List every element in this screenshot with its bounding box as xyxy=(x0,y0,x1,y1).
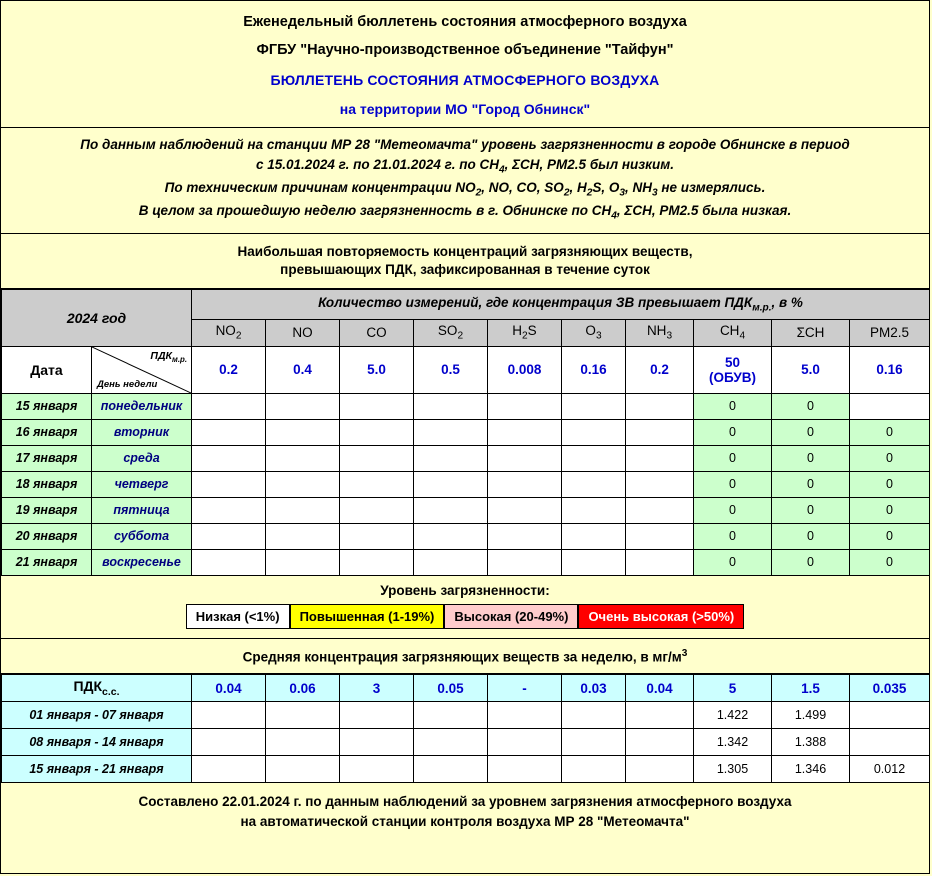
cell: 0 xyxy=(772,393,850,419)
table-row xyxy=(2,702,930,729)
cell xyxy=(414,549,488,575)
section1-title xyxy=(1,234,929,289)
cell: 1.388 xyxy=(772,729,850,756)
cell: 0 xyxy=(850,523,930,549)
pdk-value: 5.0 xyxy=(340,346,414,393)
cell: 0 xyxy=(850,549,930,575)
pdk-value: 0.2 xyxy=(192,346,266,393)
cell xyxy=(340,419,414,445)
cell xyxy=(562,419,626,445)
period-label: 01 января - 07 января xyxy=(2,702,192,729)
table-row xyxy=(2,290,930,320)
gas-header-pm25: PM2.5 xyxy=(850,319,930,346)
cell: 0 xyxy=(772,523,850,549)
cell xyxy=(488,523,562,549)
table-row xyxy=(2,471,930,497)
pdk-value: 0.4 xyxy=(266,346,340,393)
cell xyxy=(626,729,694,756)
cell xyxy=(488,419,562,445)
frequency-table xyxy=(1,289,930,576)
gas-header-no: NO xyxy=(266,319,340,346)
cell xyxy=(850,729,930,756)
cell: 0 xyxy=(772,471,850,497)
average-concentration-table xyxy=(1,674,930,783)
pdk-value: 5.0 xyxy=(772,346,850,393)
cell xyxy=(266,471,340,497)
table-row xyxy=(2,729,930,756)
table-row xyxy=(2,756,930,783)
pdk-ss-value: 0.05 xyxy=(414,675,488,702)
cell: 1.342 xyxy=(694,729,772,756)
cell: 0 xyxy=(772,419,850,445)
cell: 0 xyxy=(850,419,930,445)
cell: 0 xyxy=(772,549,850,575)
cell xyxy=(192,729,266,756)
summary-line-1: По данным наблюдений на станции МР 28 "Метеомачта" уровень загрязненности в городе Обнинске в период xyxy=(80,137,850,152)
legend-item-very-high: Очень высокая (>50%) xyxy=(578,604,744,629)
cell xyxy=(488,729,562,756)
cell: 0.012 xyxy=(850,756,930,783)
summary-line-4: В целом за прошедшую неделю загрязненность в г. Обнинске по $CH_4$, ΣCH, PM2.5 была низкая. xyxy=(138,203,792,222)
row-date: 16 января xyxy=(2,419,92,445)
gas-header-no2: $NO_2$ xyxy=(192,319,266,346)
cell: 0 xyxy=(694,471,772,497)
cell xyxy=(562,497,626,523)
cell xyxy=(562,729,626,756)
pdk-value: 0.16 xyxy=(850,346,930,393)
pdk-value: 0.5 xyxy=(414,346,488,393)
cell xyxy=(192,393,266,419)
pdk-ss-value: 5 xyxy=(694,675,772,702)
summary-band xyxy=(1,127,929,234)
cell xyxy=(340,445,414,471)
cell: 1.422 xyxy=(694,702,772,729)
table-row xyxy=(2,675,930,702)
section1-title-line-1: Наибольшая повторяемость концентраций загрязняющих веществ, xyxy=(237,243,693,259)
cell: 1.499 xyxy=(772,702,850,729)
summary-line-2: с 15.01.2024 г. по 21.01.2024 г. по $CH_4$, ΣCH, PM2.5 был низким. xyxy=(256,156,674,176)
pdk-ss-value: 0.035 xyxy=(850,675,930,702)
cell: 0 xyxy=(694,549,772,575)
cell xyxy=(192,497,266,523)
gas-header-sch: ΣCH xyxy=(772,319,850,346)
cell: 1.305 xyxy=(694,756,772,783)
legend-item-low: Низкая (<1%) xyxy=(186,604,290,629)
cell xyxy=(192,756,266,783)
cell xyxy=(562,445,626,471)
cell xyxy=(340,497,414,523)
cell xyxy=(626,497,694,523)
cell xyxy=(414,702,488,729)
cell xyxy=(562,549,626,575)
cell xyxy=(414,393,488,419)
pdk-ss-value: - xyxy=(488,675,562,702)
gas-header-nh3: $NH_3$ xyxy=(626,319,694,346)
cell xyxy=(850,393,930,419)
cell xyxy=(626,523,694,549)
gas-header-o3: $O_3$ xyxy=(562,319,626,346)
cell xyxy=(340,523,414,549)
cell xyxy=(488,497,562,523)
row-day: четверг xyxy=(92,471,192,497)
table-row xyxy=(2,419,930,445)
section2-title: Средняя концентрация загрязняющих веществ за неделю, в $мг/м^3$ xyxy=(1,639,929,675)
cell xyxy=(414,445,488,471)
cell xyxy=(414,471,488,497)
gas-header-ch4: $CH_4$ xyxy=(694,319,772,346)
cell xyxy=(488,445,562,471)
cell: 0 xyxy=(694,419,772,445)
year-label: 2024 год xyxy=(2,290,192,347)
cell xyxy=(562,393,626,419)
pdk-value: 0.16 xyxy=(562,346,626,393)
cell xyxy=(488,702,562,729)
cell xyxy=(626,393,694,419)
cell xyxy=(266,549,340,575)
cell xyxy=(192,419,266,445)
pdk-ss-value: 0.04 xyxy=(626,675,694,702)
row-date: 17 января xyxy=(2,445,92,471)
cell xyxy=(192,702,266,729)
cell xyxy=(414,523,488,549)
cell xyxy=(626,756,694,783)
legend-caption: Уровень загрязненности: xyxy=(380,582,550,598)
cell xyxy=(192,549,266,575)
cell xyxy=(488,756,562,783)
cell: 0 xyxy=(694,497,772,523)
cell xyxy=(562,702,626,729)
row-day: понедельник xyxy=(92,393,192,419)
cell: 0 xyxy=(694,445,772,471)
pdk-ss-value: 3 xyxy=(340,675,414,702)
pdk-ss-value: 1.5 xyxy=(772,675,850,702)
row-day: среда xyxy=(92,445,192,471)
row-date: 15 января xyxy=(2,393,92,419)
cell xyxy=(562,756,626,783)
cell xyxy=(340,729,414,756)
header-line-4: на территории МО "Город Обнинск" xyxy=(339,101,591,117)
gas-header-h2s: $H_2S$ xyxy=(488,319,562,346)
cell xyxy=(488,471,562,497)
row-day: воскресенье xyxy=(92,549,192,575)
cell xyxy=(266,702,340,729)
header-line-1: Еженедельный бюллетень состояния атмосферного воздуха xyxy=(243,14,687,30)
header-line-3: БЮЛЛЕТЕНЬ СОСТОЯНИЯ АТМОСФЕРНОГО ВОЗДУХА xyxy=(270,72,660,88)
footer-line-2: на автоматической станции контроля воздуха МР 28 "Метеомачта" xyxy=(240,813,690,829)
pdk-ss-value: 0.03 xyxy=(562,675,626,702)
cell: 0 xyxy=(694,393,772,419)
row-date: 19 января xyxy=(2,497,92,523)
row-day: суббота xyxy=(92,523,192,549)
row-date: 21 января xyxy=(2,549,92,575)
cell xyxy=(340,549,414,575)
diag-top-label: $ПДК_{м.р.}$ xyxy=(150,349,187,364)
gas-header-co: CO xyxy=(340,319,414,346)
cell xyxy=(266,729,340,756)
pollution-levels-legend xyxy=(1,576,929,639)
pdk-value-ch4: 50 (ОБУВ) xyxy=(694,346,772,393)
table-row xyxy=(2,549,930,575)
pdk-value: 0.2 xyxy=(626,346,694,393)
cell xyxy=(266,445,340,471)
table-row xyxy=(2,445,930,471)
cell xyxy=(192,445,266,471)
cell: 0 xyxy=(850,497,930,523)
gas-header-so2: $SO_2$ xyxy=(414,319,488,346)
table-row xyxy=(2,393,930,419)
cell xyxy=(266,523,340,549)
cell xyxy=(340,393,414,419)
cell xyxy=(414,497,488,523)
pdk-ss-value: 0.04 xyxy=(192,675,266,702)
cell xyxy=(626,445,694,471)
section1-title-line-2: превышающих ПДК, зафиксированная в течение суток xyxy=(280,261,650,277)
row-day: вторник xyxy=(92,419,192,445)
summary-line-3: По техническим причинам концентрации $NO_2$, NO, CO, $SO_2$, $H_2S$, $O_3$, $NH_3$ не измерялись. xyxy=(164,179,766,199)
cell xyxy=(414,729,488,756)
table-row xyxy=(2,346,930,393)
cell: 0 xyxy=(694,523,772,549)
row-day: пятница xyxy=(92,497,192,523)
diag-bottom-label: День недели xyxy=(97,378,158,390)
cell xyxy=(414,756,488,783)
cell xyxy=(626,419,694,445)
legend-item-elevated: Повышенная (1-19%) xyxy=(290,604,445,629)
pdk-value: 0.008 xyxy=(488,346,562,393)
row-date: 20 января xyxy=(2,523,92,549)
pdk-ss-label: $ПДК_{с.с.}$ xyxy=(2,675,192,702)
row-date: 18 января xyxy=(2,471,92,497)
cell: 0 xyxy=(772,445,850,471)
cell xyxy=(266,393,340,419)
cell xyxy=(340,471,414,497)
cell xyxy=(626,702,694,729)
cell xyxy=(488,393,562,419)
document-footer xyxy=(1,783,929,839)
cell: 0 xyxy=(772,497,850,523)
table-row xyxy=(2,497,930,523)
diagonal-header-cell xyxy=(92,346,192,393)
table-row xyxy=(2,523,930,549)
period-label: 15 января - 21 января xyxy=(2,756,192,783)
legend-items xyxy=(1,604,929,629)
cell xyxy=(626,471,694,497)
cell xyxy=(266,756,340,783)
cell xyxy=(850,702,930,729)
cell: 1.346 xyxy=(772,756,850,783)
pdk-ss-value: 0.06 xyxy=(266,675,340,702)
footer-line-1: Составлено 22.01.2024 г. по данным наблюдений за уровнем загрязнения атмосферного воздуха xyxy=(138,794,792,810)
cell: 0 xyxy=(850,471,930,497)
cell xyxy=(192,471,266,497)
measure-header: Количество измерений, где концентрация ЗВ превышает $ПДК_{м.р.}$, в % xyxy=(192,290,930,320)
document-header xyxy=(1,1,929,127)
cell xyxy=(266,497,340,523)
header-line-2: ФГБУ "Научно-производственное объединение "Тайфун" xyxy=(256,42,674,58)
cell: 0 xyxy=(850,445,930,471)
cell xyxy=(192,523,266,549)
date-header: Дата xyxy=(2,346,92,393)
cell xyxy=(562,523,626,549)
cell xyxy=(562,471,626,497)
cell xyxy=(488,549,562,575)
cell xyxy=(626,549,694,575)
cell xyxy=(340,702,414,729)
cell xyxy=(340,756,414,783)
legend-item-high: Высокая (20-49%) xyxy=(444,604,578,629)
period-label: 08 января - 14 января xyxy=(2,729,192,756)
cell xyxy=(414,419,488,445)
cell xyxy=(266,419,340,445)
